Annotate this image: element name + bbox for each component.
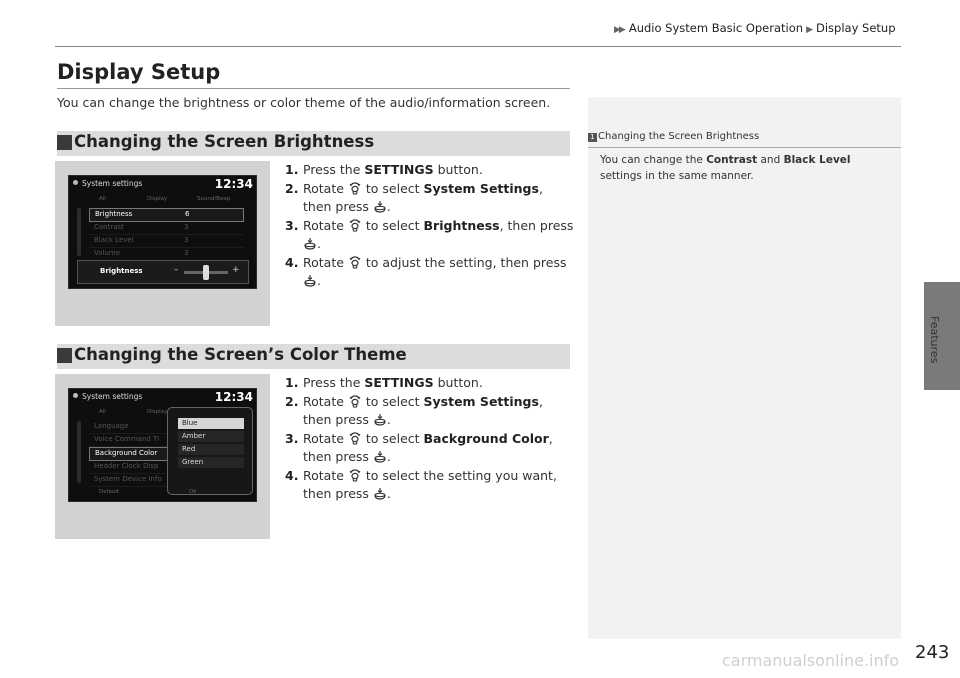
press-button-icon xyxy=(303,237,317,250)
page-number: 243 xyxy=(915,642,950,663)
press-button-icon xyxy=(373,200,387,213)
color-option: Green xyxy=(178,457,244,468)
screen-title: System settings xyxy=(73,392,142,401)
step-item: 4. Rotate to adjust the setting, then press . xyxy=(285,255,567,288)
section-heading-brightness xyxy=(57,131,570,156)
step-item: 4. Rotate to select the setting you want, then press . xyxy=(285,468,557,501)
press-button-icon xyxy=(373,413,387,426)
selector-knob-icon xyxy=(348,219,362,232)
breadcrumb-arrow-icon: ▶ xyxy=(806,25,813,35)
section-heading-text: Changing the Screen’s Color Theme xyxy=(74,345,407,364)
selector-knob-icon xyxy=(348,469,362,482)
page-title: Display Setup xyxy=(57,60,221,84)
screen-scrollbar xyxy=(77,208,81,256)
home-dot-icon xyxy=(73,393,78,398)
screen-scrollbar xyxy=(77,421,81,483)
breadcrumb-arrow-icon: ▶▶ xyxy=(614,25,624,35)
selector-knob-icon xyxy=(348,182,362,195)
color-option: Blue xyxy=(178,418,244,429)
reference-number-icon: 1 xyxy=(588,133,597,142)
color-options-popup xyxy=(167,407,253,495)
screen-footer-item: Default xyxy=(99,489,120,495)
screen-list-row: Contrast 3 xyxy=(89,222,244,235)
breadcrumb xyxy=(614,21,896,35)
selector-knob-icon xyxy=(348,256,362,269)
screen-list-row: Black Level 3 xyxy=(89,235,244,248)
step-item: 3. Rotate to select Brightness, then press . xyxy=(285,218,574,251)
screen-list-row: System Device Info xyxy=(89,474,169,487)
page-intro: You can change the brightness or color theme of the audio/information screen. xyxy=(57,95,551,110)
brightness-screen-image xyxy=(55,161,270,326)
color-option: Amber xyxy=(178,431,244,442)
press-button-icon xyxy=(303,274,317,287)
home-dot-icon xyxy=(73,180,78,185)
screen-title: System settings xyxy=(73,179,142,188)
display-screen xyxy=(68,388,257,502)
selector-knob-icon xyxy=(348,395,362,408)
brightness-slider-bar xyxy=(77,260,249,284)
breadcrumb-section[interactable]: Audio System Basic Operation xyxy=(628,21,804,35)
minus-icon: – xyxy=(174,265,179,275)
screen-list-row: Brightness 6 xyxy=(89,208,244,222)
side-note-heading xyxy=(588,131,901,142)
screen-list-row: Header Clock Disp xyxy=(89,461,169,474)
step-item: 3. Rotate to select Background Color, then press . xyxy=(285,431,553,464)
screen-tab: Display xyxy=(147,196,168,202)
screen-tabs xyxy=(87,194,255,204)
color-theme-screen-image xyxy=(55,374,270,539)
screen-tab: All xyxy=(99,196,106,202)
screen-list-row: Voice Command Ti xyxy=(89,434,169,447)
color-option: Red xyxy=(178,444,244,455)
square-bullet-icon xyxy=(57,348,72,363)
screen-footer-item: Ok xyxy=(189,489,197,495)
steps-color-theme xyxy=(285,374,575,504)
watermark-text: carmanualsonline.info xyxy=(722,651,900,670)
slider-label: Brightness xyxy=(100,267,143,275)
features-side-label: Features xyxy=(928,316,941,364)
screen-list xyxy=(89,208,244,261)
screen-list-row: Language xyxy=(89,421,169,434)
press-button-icon xyxy=(373,487,387,500)
square-bullet-icon xyxy=(57,135,72,150)
step-item: 1. Press the SETTINGS button. xyxy=(285,162,483,177)
step-item: 2. Rotate to select System Settings, then press . xyxy=(285,394,543,427)
screen-list-row: Volume 3 xyxy=(89,248,244,261)
header-rule xyxy=(55,46,901,47)
display-screen xyxy=(68,175,257,289)
slider-knob xyxy=(203,265,209,280)
screen-tab: All xyxy=(99,409,106,415)
steps-brightness xyxy=(285,161,575,291)
step-item: 1. Press the SETTINGS button. xyxy=(285,375,483,390)
screen-tab: Sound/Beep xyxy=(197,196,231,202)
side-note-rule xyxy=(588,147,901,148)
screen-list-row: Background Color xyxy=(89,447,169,461)
side-note-heading-text: Changing the Screen Brightness xyxy=(598,131,760,142)
breadcrumb-page[interactable]: Display Setup xyxy=(815,21,896,35)
side-note-panel xyxy=(588,97,901,639)
section-heading-text: Changing the Screen Brightness xyxy=(74,132,375,151)
plus-icon: + xyxy=(232,265,240,275)
screen-clock: 12:34 xyxy=(214,177,253,191)
step-item: 2. Rotate to select System Settings, then press . xyxy=(285,181,543,214)
screen-tab: Display xyxy=(147,409,168,415)
selector-knob-icon xyxy=(348,432,362,445)
section-heading-color-theme xyxy=(57,344,570,369)
screen-list xyxy=(89,421,169,487)
screen-clock: 12:34 xyxy=(214,390,253,404)
side-note-text: You can change the Contrast and Black Level settings in the same manner. xyxy=(600,154,851,182)
title-rule xyxy=(57,88,570,89)
press-button-icon xyxy=(373,450,387,463)
